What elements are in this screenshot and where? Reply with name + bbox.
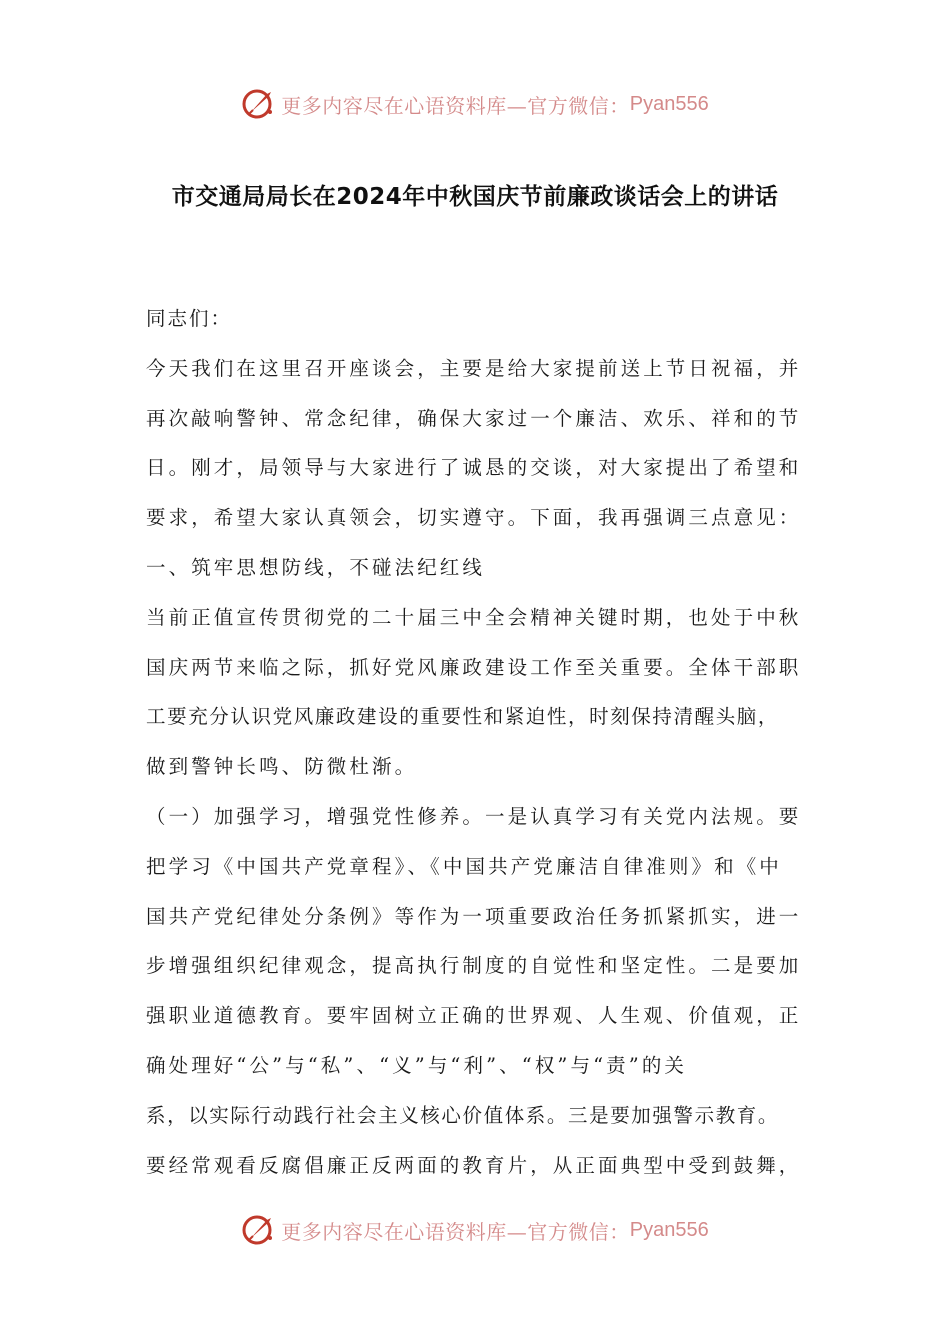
- paragraph-line: 日。刚才，局领导与大家进行了诚恳的交谈，对大家提出了希望和: [146, 456, 802, 480]
- quill-logo-icon: [241, 86, 277, 122]
- paragraph-line: 国庆两节来临之际，抓好党风廉政建设工作至关重要。全体干部职: [146, 655, 802, 679]
- salutation: 同志们：: [146, 307, 233, 330]
- document-title: 市交通局局长在2024年中秋国庆节前廉政谈话会上的讲话: [171, 184, 779, 210]
- watermark-header: [0, 84, 950, 124]
- document-body: [146, 294, 822, 1190]
- watermark-wechat-id: Pyan556: [629, 1218, 709, 1241]
- watermark-text: 更多内容尽在心语资料库—官方微信：: [281, 93, 630, 118]
- paragraph-line: （一）加强学习，增强党性修养。一是认真学习有关党内法规。要: [146, 804, 802, 828]
- paragraph-line: 系，以实际行动践行社会主义核心价值体系。三是要加强警示教育。: [146, 1103, 780, 1127]
- paragraph-line: 步增强组织纪律观念，提高执行制度的自觉性和坚定性。二是要加: [146, 954, 802, 978]
- paragraph-line: 当前正值宣传贯彻党的二十届三中全会精神关键时期，也处于中秋: [146, 605, 802, 629]
- paragraph-line: 今天我们在这里召开座谈会，主要是给大家提前送上节日祝福，并: [146, 356, 802, 380]
- watermark-text: 更多内容尽在心语资料库—官方微信：: [281, 1219, 630, 1244]
- section-heading: 一、筑牢思想防线，不碰法纪红线: [146, 555, 486, 579]
- quill-logo-icon: [241, 1212, 277, 1248]
- watermark-footer: [0, 1210, 950, 1250]
- paragraph-line: 国共产党纪律处分条例》等作为一项重要政治任务抓紧抓实，进一: [146, 904, 802, 928]
- paragraph-line: 再次敲响警钟、常念纪律，确保大家过一个廉洁、欢乐、祥和的节: [146, 406, 802, 430]
- watermark-wechat-id: Pyan556: [629, 92, 709, 115]
- paragraph-line: 工要充分认识党风廉政建设的重要性和紧迫性，时刻保持清醒头脑，: [146, 705, 780, 729]
- paragraph-line: 要经常观看反腐倡廉正反两面的教育片，从正面典型中受到鼓舞，: [146, 1153, 802, 1177]
- paragraph-line: 确处理好“公”与“私”、“义”与“利”、“权”与“责”的关: [146, 1053, 688, 1077]
- paragraph-line: 把学习《中国共产党章程》、《中国共产党廉洁自律准则》和《中: [146, 854, 782, 878]
- paragraph-line: 做到警钟长鸣、防微杜渐。: [146, 755, 418, 779]
- paragraph-line: 强职业道德教育。要牢固树立正确的世界观、人生观、价值观，正: [146, 1004, 802, 1028]
- paragraph-line: 要求，希望大家认真领会，切实遵守。下面，我再强调三点意见：: [146, 506, 802, 530]
